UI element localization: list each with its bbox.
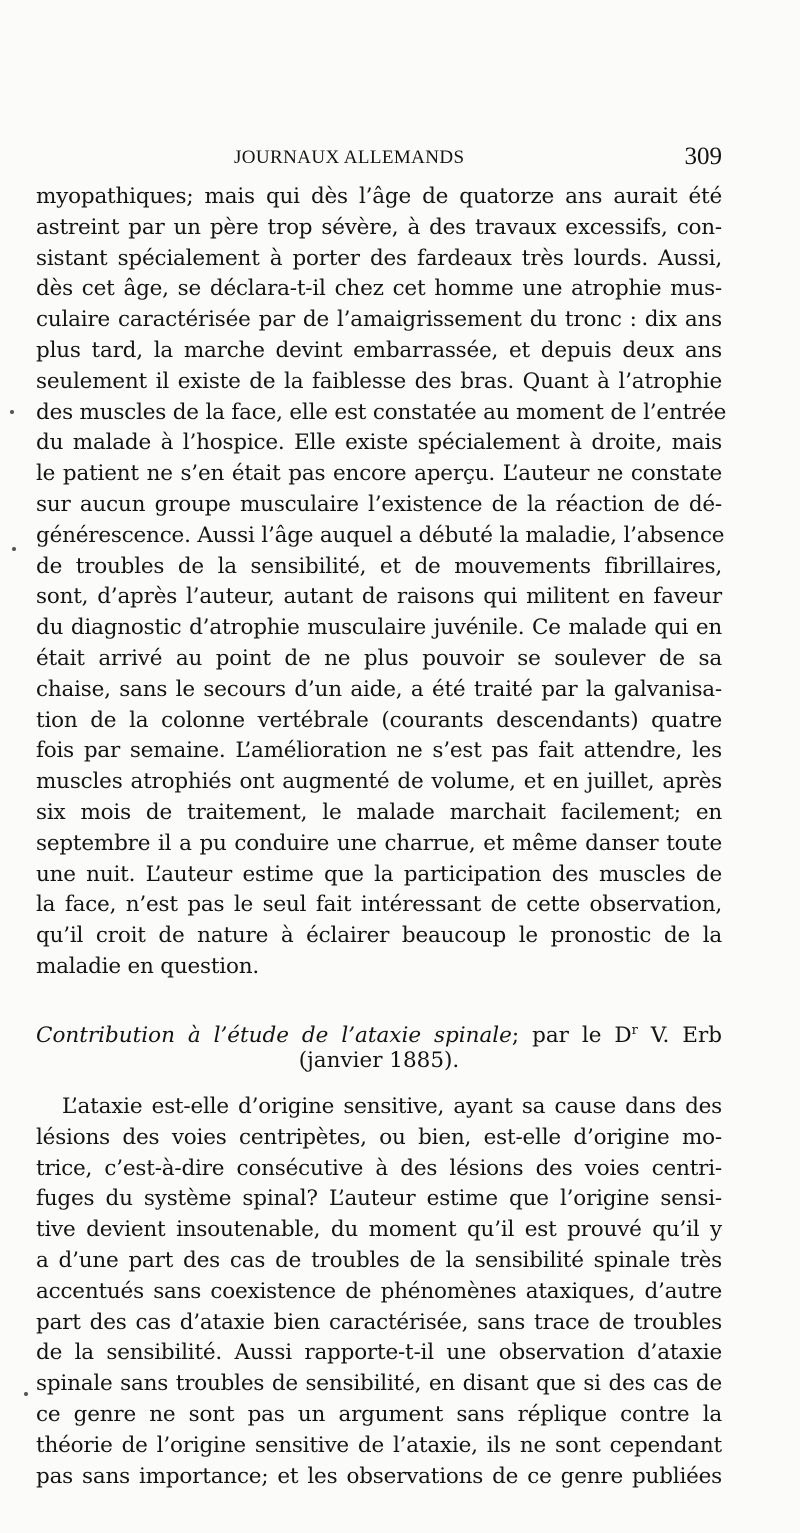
print-speck bbox=[10, 410, 14, 414]
text-line: qu’il croit de nature à éclairer beaucoup le pronostic de la bbox=[36, 923, 722, 949]
text-line: des muscles de la face, elle est constatée au moment de l’entrée bbox=[36, 399, 727, 425]
text-line: tion de la colonne vertébrale (courants descendants) quatre bbox=[36, 707, 722, 733]
text-line: astreint par un père trop sévère, à des travaux excessifs, con- bbox=[36, 214, 722, 240]
page-header bbox=[36, 143, 722, 173]
text-line: seulement il existe de la faiblesse des bras. Quant à l’atrophie bbox=[36, 368, 722, 394]
text-line: dès cet âge, se déclara-t-il chez cet homme une atrophie mus- bbox=[36, 276, 722, 302]
text-line: muscles atrophiés ont augmenté de volume, et en juillet, après bbox=[36, 769, 722, 795]
text-line: trice, c’est-à-dire consécutive à des lésions des voies centri- bbox=[36, 1155, 722, 1181]
text-line: du diagnostic d’atrophie musculaire juvénile. Ce malade qui en bbox=[36, 615, 722, 641]
text-line: du malade à l’hospice. Elle existe spécialement à droite, mais bbox=[36, 430, 722, 456]
text-line: lésions des voies centripètes, ou bien, est-elle d’origine mo- bbox=[36, 1124, 722, 1150]
text-line: maladie en question. bbox=[36, 953, 260, 979]
paragraph-ataxie bbox=[36, 1092, 722, 1492]
text-line: fuges du système spinal? L’auteur estime que l’origine sensi- bbox=[36, 1186, 722, 1212]
text-line: plus tard, la marche devint embarrassée, et depuis deux ans bbox=[36, 337, 722, 363]
article-title-line bbox=[36, 1016, 722, 1049]
text-line: chaise, sans le secours d’un aide, a été traité par la galvanisa- bbox=[36, 676, 722, 702]
text-line: le patient ne s’en était pas encore aperçu. L’auteur ne constate bbox=[36, 461, 722, 487]
text-line: tive devient insoutenable, du moment qu’il est prouvé qu’il y bbox=[36, 1217, 722, 1243]
article-title: Contribution à l’étude de l’ataxie spinale bbox=[36, 1023, 512, 1049]
article-date: (janvier 1885). bbox=[298, 1048, 460, 1073]
author-name: V. Erb bbox=[637, 1023, 722, 1049]
text-line: culaire caractérisée par de l’amaigrissement du tronc : dix ans bbox=[36, 307, 722, 333]
running-title: JOURNAUX ALLEMANDS bbox=[234, 147, 465, 168]
text-line: était arrivé au point de ne plus pouvoir se soulever de sa bbox=[36, 645, 722, 671]
text-line: part des cas d’ataxie bien caractérisée, sans trace de troubles bbox=[36, 1309, 722, 1335]
text-line: générescence. Aussi l’âge auquel a débuté la maladie, l’absence bbox=[36, 522, 725, 548]
text-line: de la sensibilité. Aussi rapporte-t-il une observation d’ataxie bbox=[36, 1340, 722, 1366]
byline-prefix: ; par le D bbox=[511, 1023, 632, 1049]
text-line: accentués sans coexistence de phénomènes ataxiques, d’autre bbox=[36, 1278, 722, 1304]
text-line: septembre il a pu conduire une charrue, et même danser toute bbox=[36, 830, 722, 856]
text-line: une nuit. L’auteur estime que la participation des muscles de bbox=[36, 861, 722, 887]
text-line: L’ataxie est-elle d’origine sensitive, ayant sa cause dans des bbox=[62, 1094, 722, 1119]
text-line: sur aucun groupe musculaire l’existence de la réaction de dé- bbox=[36, 491, 722, 517]
text-line: théorie de l’origine sensitive de l’ataxie, ils ne sont cependant bbox=[36, 1432, 722, 1458]
print-speck bbox=[12, 547, 16, 551]
text-line: myopathiques; mais qui dès l’âge de quatorze ans aurait été bbox=[36, 184, 722, 209]
paragraph-continued bbox=[36, 182, 727, 983]
page-number: 309 bbox=[684, 143, 722, 170]
text-line: spinale sans troubles de sensibilité, en disant que si des cas de bbox=[36, 1371, 722, 1397]
text-line: pas sans importance; et les observations de ce genre publiées bbox=[36, 1463, 722, 1489]
text-line: sistant spécialement à porter des fardeaux très lourds. Aussi, bbox=[36, 245, 722, 271]
text-line: ce genre ne sont pas un argument sans réplique contre la bbox=[36, 1401, 722, 1427]
text-line: fois par semaine. L’amélioration ne s’est pas fait attendre, les bbox=[36, 738, 722, 764]
text-line: sont, d’après l’auteur, autant de raisons qui militent en faveur bbox=[36, 584, 722, 610]
text-line: la face, n’est pas le seul fait intéressant de cette observation, bbox=[36, 892, 722, 918]
print-speck bbox=[24, 1392, 28, 1396]
byline-superscript: r bbox=[631, 1023, 638, 1038]
article-heading bbox=[36, 1016, 722, 1076]
text-line: six mois de traitement, le malade marchait facilement; en bbox=[36, 799, 722, 825]
text-line: de troubles de la sensibilité, et de mouvements fibrillaires, bbox=[36, 553, 722, 579]
text-line: a d’une part des cas de troubles de la sensibilité spinale très bbox=[36, 1247, 722, 1273]
